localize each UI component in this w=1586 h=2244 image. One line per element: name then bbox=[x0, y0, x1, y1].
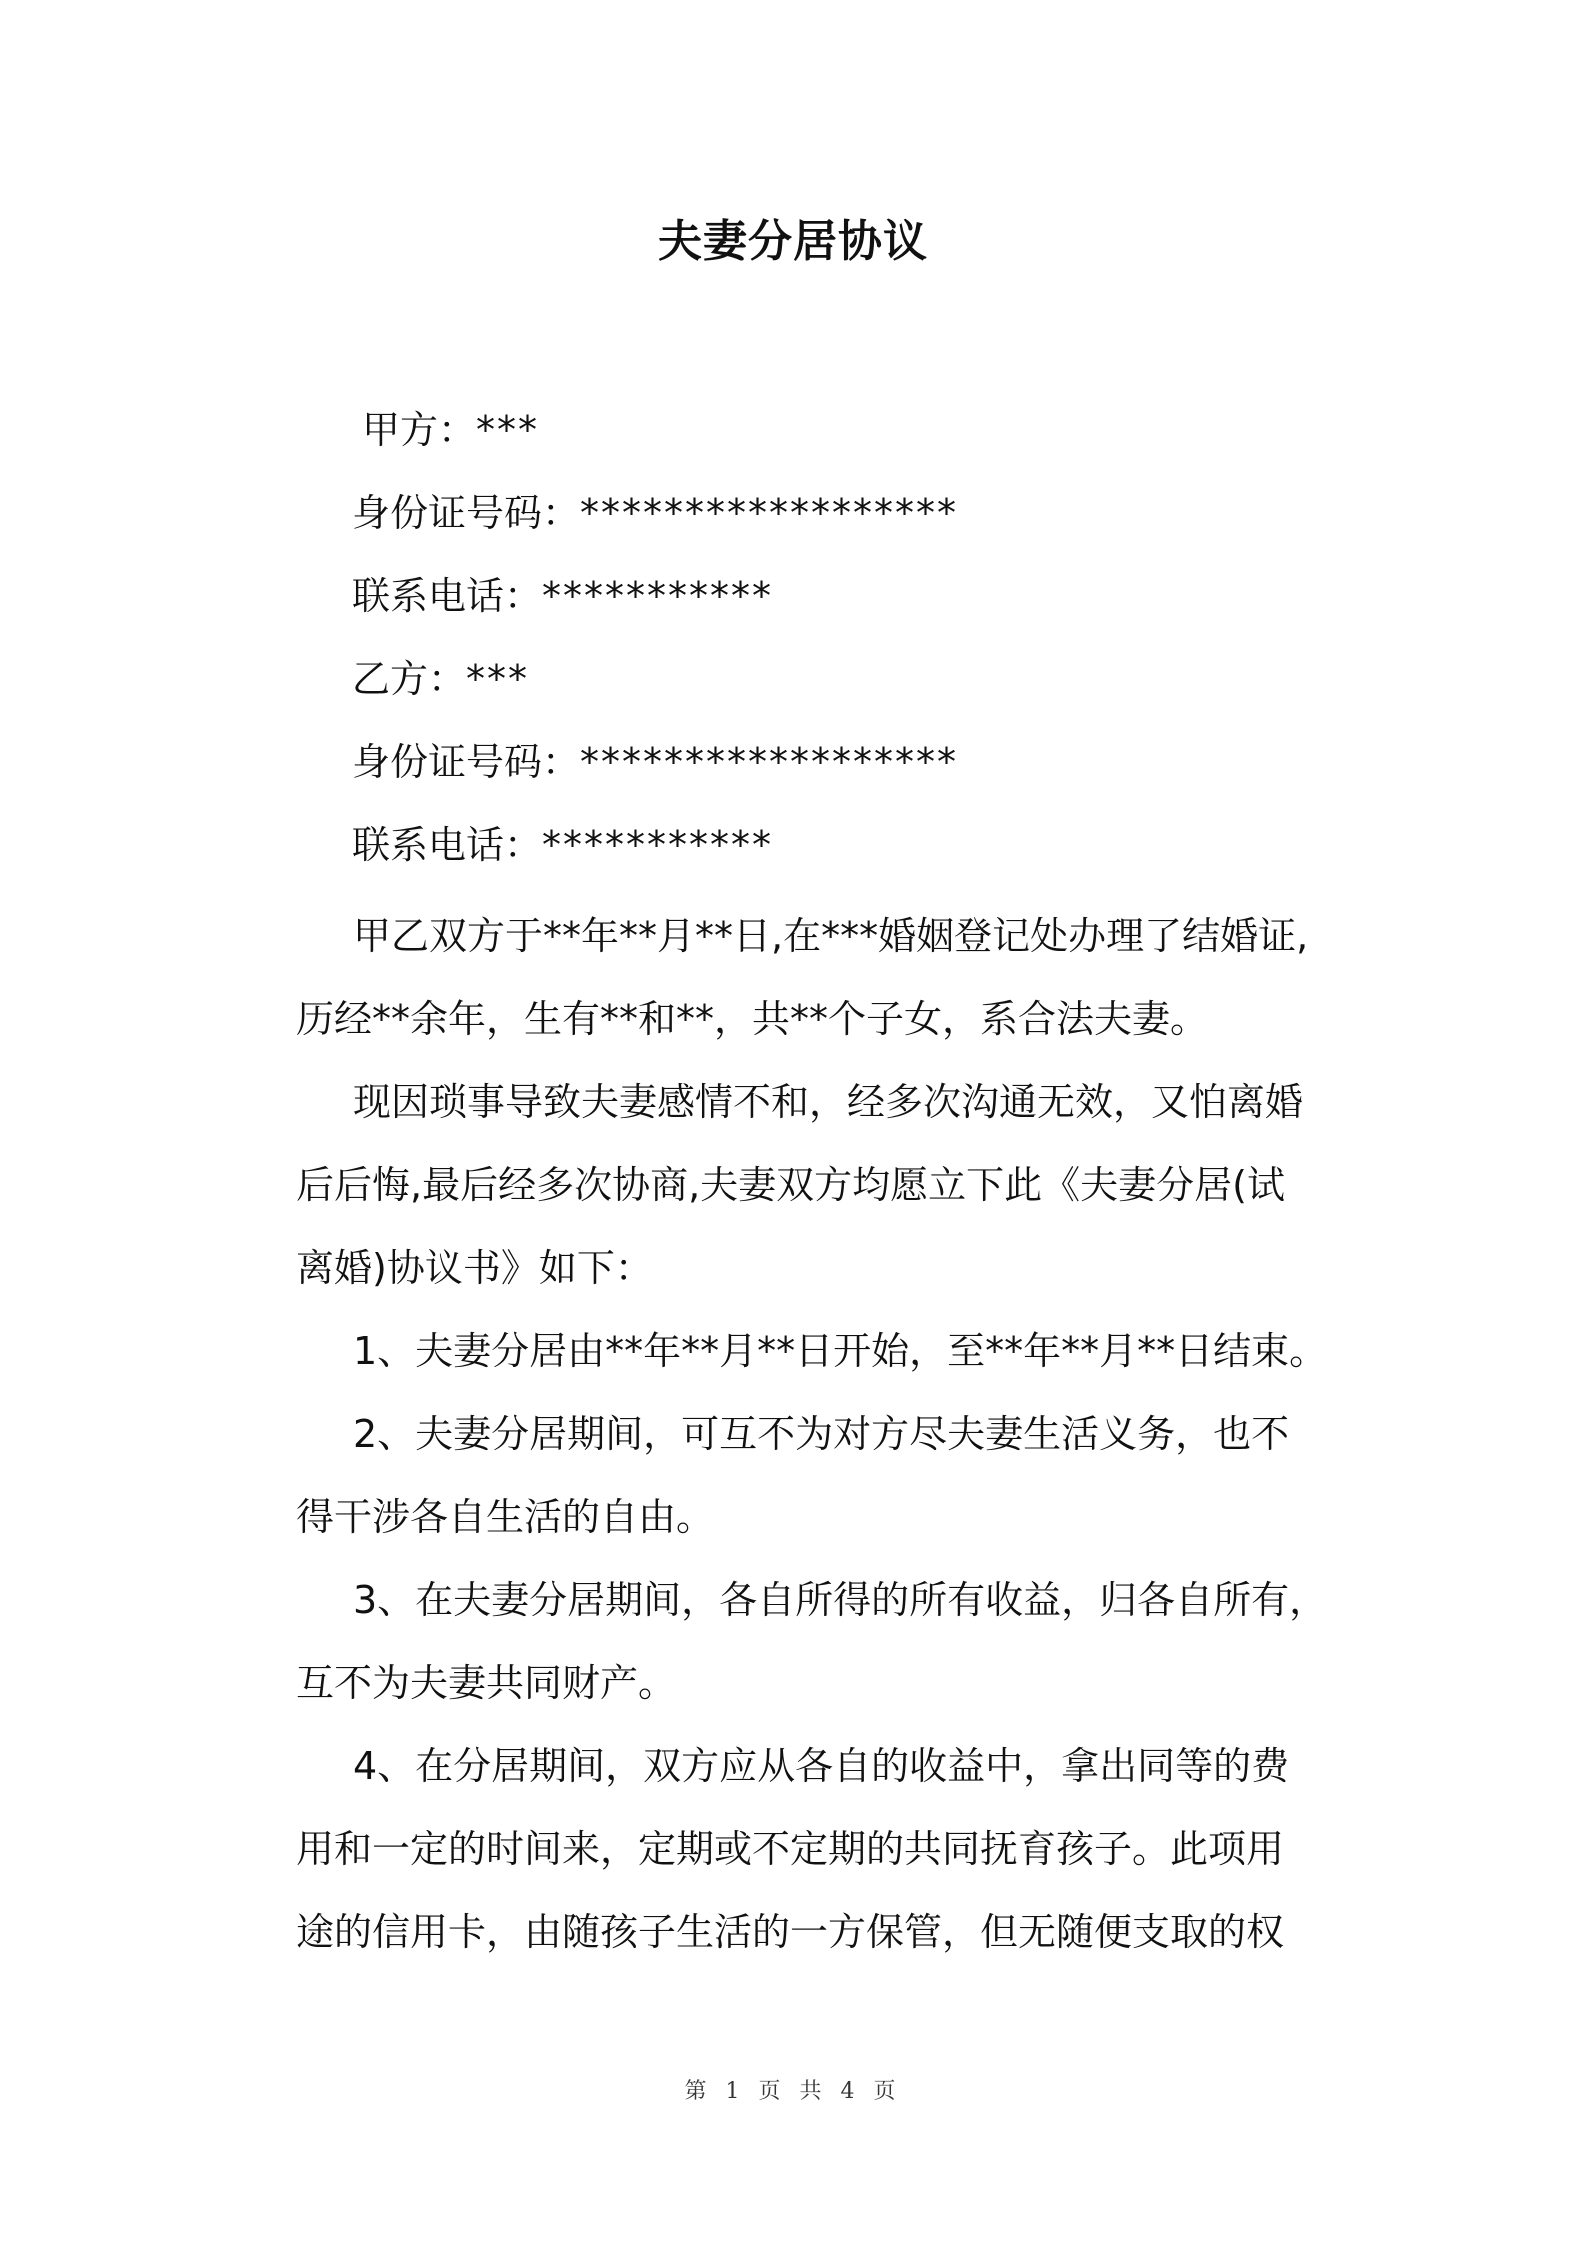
party-b-phone-value: *********** bbox=[542, 823, 774, 867]
party-b-id-label: 身份证号码： bbox=[352, 740, 581, 784]
body-line: 后后悔,最后经多次协商,夫妻双方均愿立下此《夫妻分居(试 bbox=[296, 1163, 1285, 1207]
party-a-row bbox=[362, 404, 539, 456]
body-line: 甲乙双方于**年**月**日,在***婚姻登记处办理了结婚证, bbox=[353, 914, 1309, 958]
body-line: 现因琐事导致夫妻感情不和，经多次沟通无效，又怕离婚 bbox=[353, 1080, 1304, 1124]
party-a-phone-row bbox=[352, 570, 773, 622]
party-b-id-value: ****************** bbox=[580, 740, 959, 784]
party-a-id-row bbox=[352, 487, 958, 539]
party-b-id-row bbox=[352, 736, 958, 788]
clause-2: 2、夫妻分居期间，可互不为对方尽夫妻生活义务，也不 bbox=[353, 1412, 1290, 1456]
body-line: 用和一定的时间来，定期或不定期的共同抚育孩子。此项用 bbox=[296, 1827, 1285, 1871]
body-line: 历经**余年，生有**和**，共**个子女，系合法夫妻。 bbox=[296, 997, 1209, 1041]
clause-4: 4、在分居期间，双方应从各自的收益中，拿出同等的费 bbox=[353, 1744, 1290, 1788]
party-b-name: *** bbox=[466, 657, 530, 701]
party-b-label: 乙方： bbox=[352, 657, 467, 701]
party-a-name: *** bbox=[476, 408, 540, 452]
party-a-phone-value: *********** bbox=[542, 574, 774, 618]
body-line: 得干涉各自生活的自由。 bbox=[296, 1495, 715, 1539]
clause-1: 1、夫妻分居由**年**月**日开始，至**年**月**日结束。 bbox=[353, 1329, 1328, 1373]
party-a-phone-label: 联系电话： bbox=[352, 574, 543, 618]
body-line: 互不为夫妻共同财产。 bbox=[296, 1661, 677, 1705]
body-line: 离婚)协议书》如下： bbox=[296, 1246, 653, 1290]
document-title: 夫妻分居协议 bbox=[658, 216, 928, 267]
party-b-phone-row bbox=[352, 819, 773, 871]
party-b-row bbox=[352, 653, 529, 705]
party-a-id-label: 身份证号码： bbox=[352, 491, 581, 535]
body-line: 途的信用卡，由随孩子生活的一方保管，但无随便支取的权 bbox=[296, 1910, 1285, 1954]
party-a-id-value: ****************** bbox=[580, 491, 959, 535]
page-number: 第 1 页 共 4 页 bbox=[684, 2079, 902, 2104]
clause-3: 3、在夫妻分居期间，各自所得的所有收益，归各自所有， bbox=[353, 1578, 1328, 1622]
agreement-body bbox=[296, 895, 1356, 1974]
party-a-label: 甲方： bbox=[362, 408, 477, 452]
party-b-phone-label: 联系电话： bbox=[352, 823, 543, 867]
